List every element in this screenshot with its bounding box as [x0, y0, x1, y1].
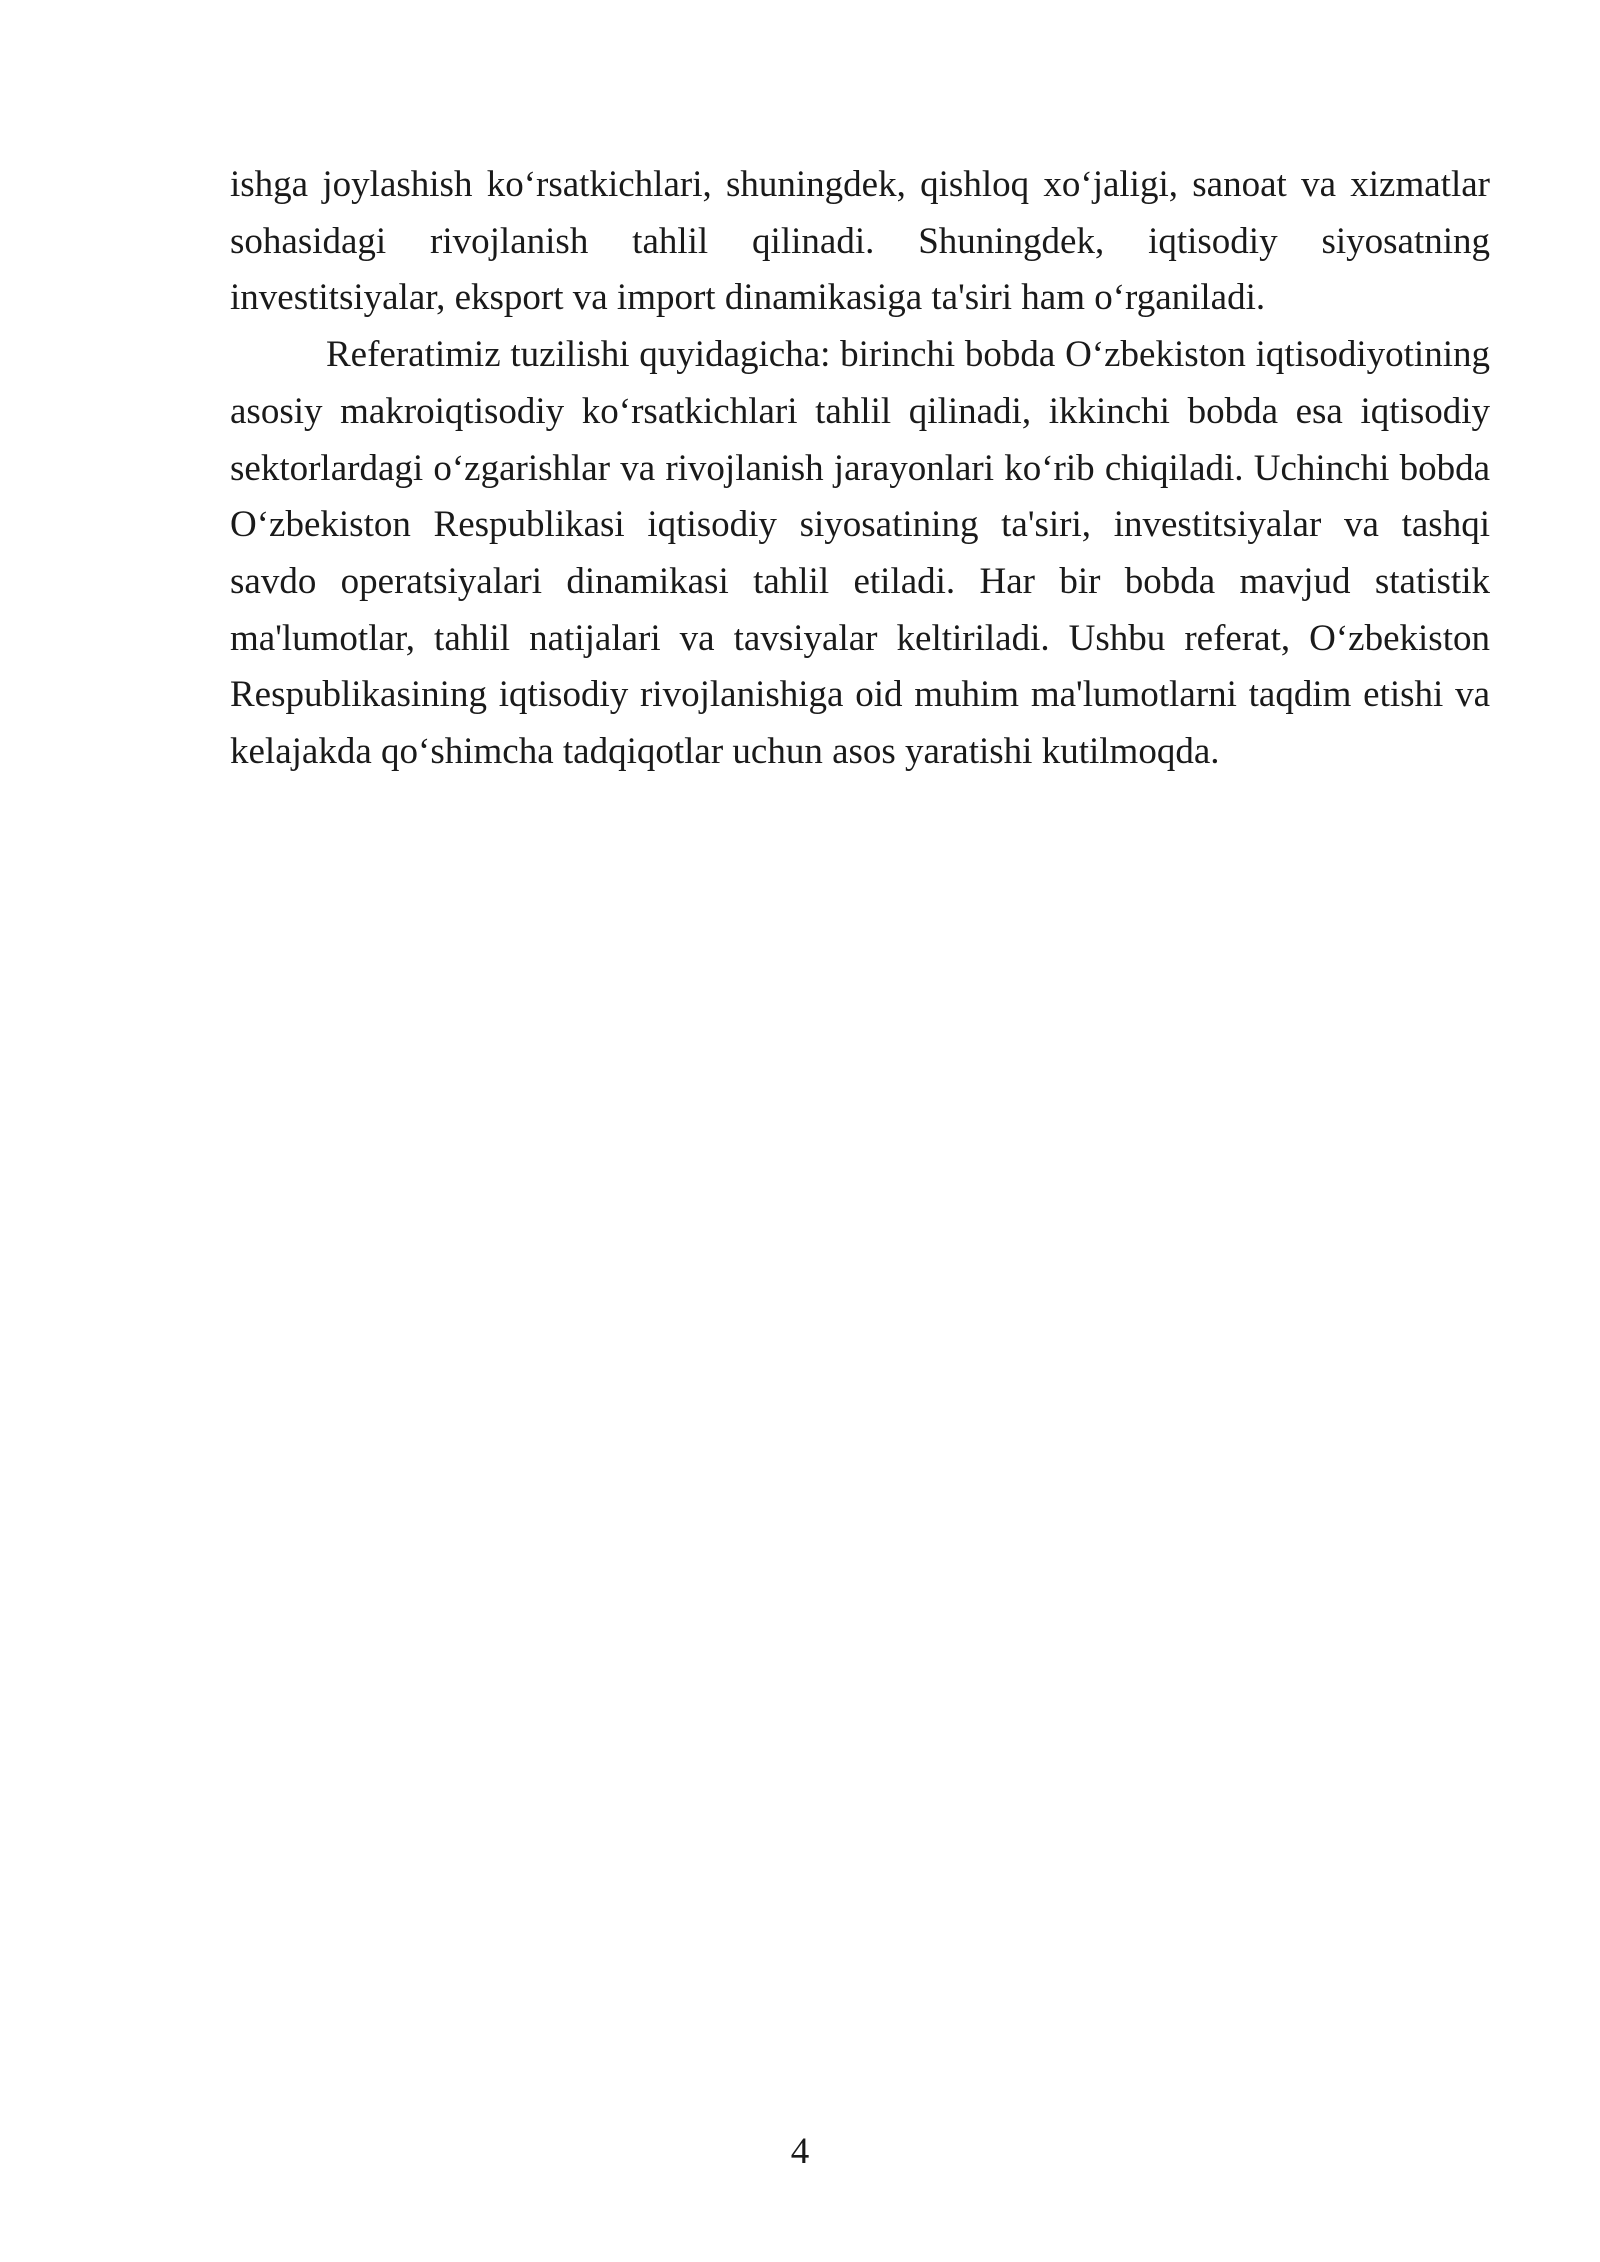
- paragraph-structure-overview: Referatimiz tuzilishi quyidagicha: birinchi bobda O‘zbekiston iqtisodiyotining asosiy makroiqtisodiy ko‘rsatkichlari tahlil qilinadi, ikkinchi bobda esa iqtisodiy sektorlardagi o‘zgarishlar va rivojlanish jarayonlari ko‘rib chiqiladi. Uchinchi bobda O‘zbekiston Respublikasi iqtisodiy siyosatining ta'siri, investitsiyalar va tashqi savdo operatsiyalari dinamikasi tahlil etiladi. Har bir bobda mavjud statistik ma'lumotlar, tahlil natijalari va tavsiyalar keltiriladi. Ushbu referat, O‘zbekiston Respublikasining iqtisodiy rivojlanishiga oid muhim ma'lumotlarni taqdim etishi va kelajakda qo‘shimcha tadqiqotlar uchun asos yaratishi kutilmoqda.: [230, 334, 1490, 773]
- paragraph-continuation: ishga joylashish ko‘rsatkichlari, shuningdek, qishloq xo‘jaligi, sanoat va xizmatlar sohasidagi rivojlanish tahlil qilinadi. Shuningdek, iqtisodiy siyosatning investitsiyalar, eksport va import dinamikasiga ta'siri ham o‘rganiladi.: [230, 164, 1490, 319]
- page-body: [230, 157, 1490, 781]
- page-number: 4: [790, 2131, 810, 2172]
